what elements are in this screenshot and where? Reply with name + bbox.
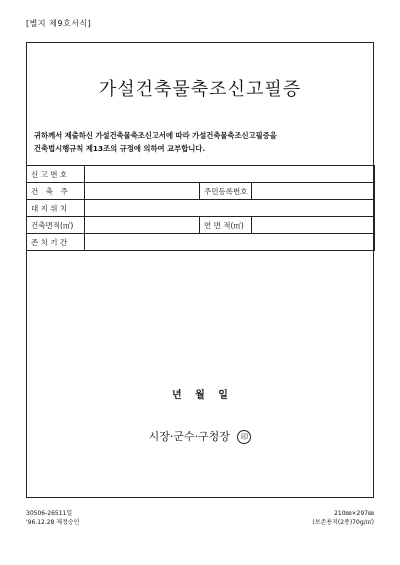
paper-type: (보존용지(2종)70g/㎡)	[312, 519, 374, 526]
report-number-label: 신 고 번 호	[27, 166, 85, 183]
report-number-field	[85, 166, 375, 183]
total-floor-area-field	[252, 217, 375, 234]
intro-text: 귀하께서 제출하신 가설건축물축조신고서에 따라 가설건축물축조신고필증을 건축법시행규칙 제13조의 규정에 의하여 교부합니다.	[34, 131, 277, 153]
paper-size: 210㎜×297㎜	[334, 510, 374, 517]
form-number: [별지 제9호서식]	[26, 19, 92, 28]
building-area-field	[85, 217, 200, 234]
signer-title: 시장·군수·구청장	[148, 430, 230, 443]
signer-line	[27, 428, 373, 444]
building-area-label: 건축면적(㎡)	[27, 217, 85, 234]
form-code: 30506-26511일	[26, 510, 73, 517]
footer-right	[312, 509, 374, 527]
table-row	[27, 200, 375, 217]
approval-date: '96.12.28 제정승인	[26, 519, 80, 526]
table-row	[27, 166, 375, 183]
seal-icon: 印	[237, 430, 251, 444]
owner-label: 건 축 주	[27, 183, 85, 200]
total-floor-area-label: 연 면 적(㎡)	[200, 217, 252, 234]
table-row	[27, 217, 375, 234]
site-location-field	[85, 200, 375, 217]
date-line: 년 월 일	[172, 390, 228, 401]
form-frame	[26, 42, 374, 498]
table-row	[27, 234, 375, 251]
fields-table	[26, 165, 375, 251]
footer-left	[26, 509, 79, 527]
table-row	[27, 183, 375, 200]
resident-number-field	[252, 183, 375, 200]
resident-number-label: 주민등록번호	[200, 183, 252, 200]
document-title: 가설건축물축조신고필증	[98, 79, 302, 100]
existence-period-label: 존 치 기 간	[27, 234, 85, 251]
owner-field	[85, 183, 200, 200]
existence-period-field	[85, 234, 375, 251]
site-location-label: 대 지 위 치	[27, 200, 85, 217]
